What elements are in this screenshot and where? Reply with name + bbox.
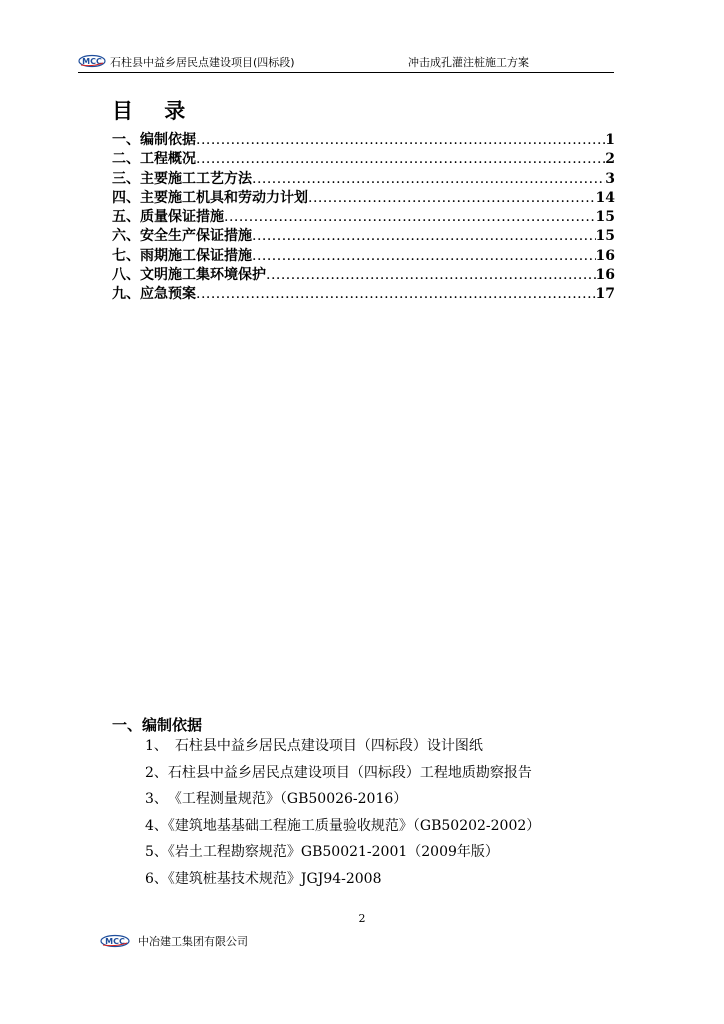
header-document-title: 冲击成孔灌注桩施工方案 <box>408 56 529 69</box>
toc-entry[interactable] <box>112 206 615 225</box>
page-header <box>78 50 614 73</box>
mcc-logo-icon <box>100 934 130 948</box>
footer-company-name: 中冶建工集团有限公司 <box>138 935 248 948</box>
toc-entry[interactable] <box>112 283 615 302</box>
page-number: 2 <box>358 912 366 925</box>
reference-list <box>145 733 540 892</box>
toc-entry-label: 九、应急预案 <box>112 286 196 303</box>
toc-entry-page: 16 <box>595 267 615 284</box>
toc-entry[interactable] <box>112 129 615 148</box>
reference-item: 3、 《工程测量规范》（GB50026-2016） <box>145 791 408 807</box>
toc-leader-dots <box>252 171 605 187</box>
toc-entry[interactable] <box>112 168 615 187</box>
reference-item: 5、《岩土工程勘察规范》GB50021-2001（2009年版） <box>145 844 499 860</box>
header-project-title: 石柱县中益乡居民点建设项目(四标段) <box>110 56 295 69</box>
toc-entry-page: 16 <box>595 247 615 264</box>
toc-leader-dots <box>196 132 605 148</box>
toc-entry-page: 3 <box>605 170 615 187</box>
toc-entry-page: 1 <box>605 132 615 148</box>
toc-leader-dots <box>252 228 596 244</box>
toc-leader-dots <box>196 151 605 167</box>
page-footer <box>100 931 614 951</box>
toc-entry-label: 一、编制依据 <box>112 132 196 148</box>
toc-entry[interactable] <box>112 148 615 167</box>
toc-leader-dots <box>196 286 596 302</box>
section-heading: 一、编制依据 <box>112 716 203 734</box>
toc-entry-label: 六、安全生产保证措施 <box>112 228 252 245</box>
toc-leader-dots <box>266 267 596 283</box>
toc-entry-label: 八、文明施工集环境保护 <box>112 267 266 284</box>
reference-item: 4、《建筑地基基础工程施工质量验收规范》（GB50202-2002） <box>145 817 541 834</box>
reference-item: 6、《建筑桩基技术规范》JGJ94-2008 <box>145 870 382 887</box>
mcc-logo-icon <box>78 54 106 68</box>
toc-entry-page: 15 <box>595 209 615 226</box>
toc-entry-label: 五、质量保证措施 <box>112 209 224 226</box>
toc-entry[interactable] <box>112 187 615 206</box>
toc-entry[interactable] <box>112 225 615 244</box>
footer-logo-text: MCC <box>105 937 125 946</box>
toc-entry-page: 2 <box>605 151 615 168</box>
toc-title: 目 录 <box>112 98 198 123</box>
toc-leader-dots <box>308 190 596 206</box>
table-of-contents <box>112 129 615 303</box>
toc-leader-dots <box>224 209 596 225</box>
toc-entry-label: 七、雨期施工保证措施 <box>112 247 252 264</box>
toc-entry-label: 三、主要施工工艺方法 <box>112 170 252 187</box>
toc-entry-label: 四、主要施工机具和劳动力计划 <box>112 189 308 206</box>
toc-entry-label: 二、工程概况 <box>112 151 196 168</box>
toc-entry[interactable] <box>112 264 615 283</box>
reference-item: 2、石柱县中益乡居民点建设项目（四标段）工程地质勘察报告 <box>145 764 532 781</box>
toc-leader-dots <box>252 248 596 264</box>
toc-entry-page: 17 <box>595 286 615 303</box>
reference-item: 1、 石柱县中益乡居民点建设项目（四标段）设计图纸 <box>145 738 483 754</box>
toc-entry[interactable] <box>112 245 615 264</box>
toc-entry-page: 15 <box>595 228 615 245</box>
header-logo-text: MCC <box>82 57 102 66</box>
toc-entry-page: 14 <box>595 189 615 206</box>
